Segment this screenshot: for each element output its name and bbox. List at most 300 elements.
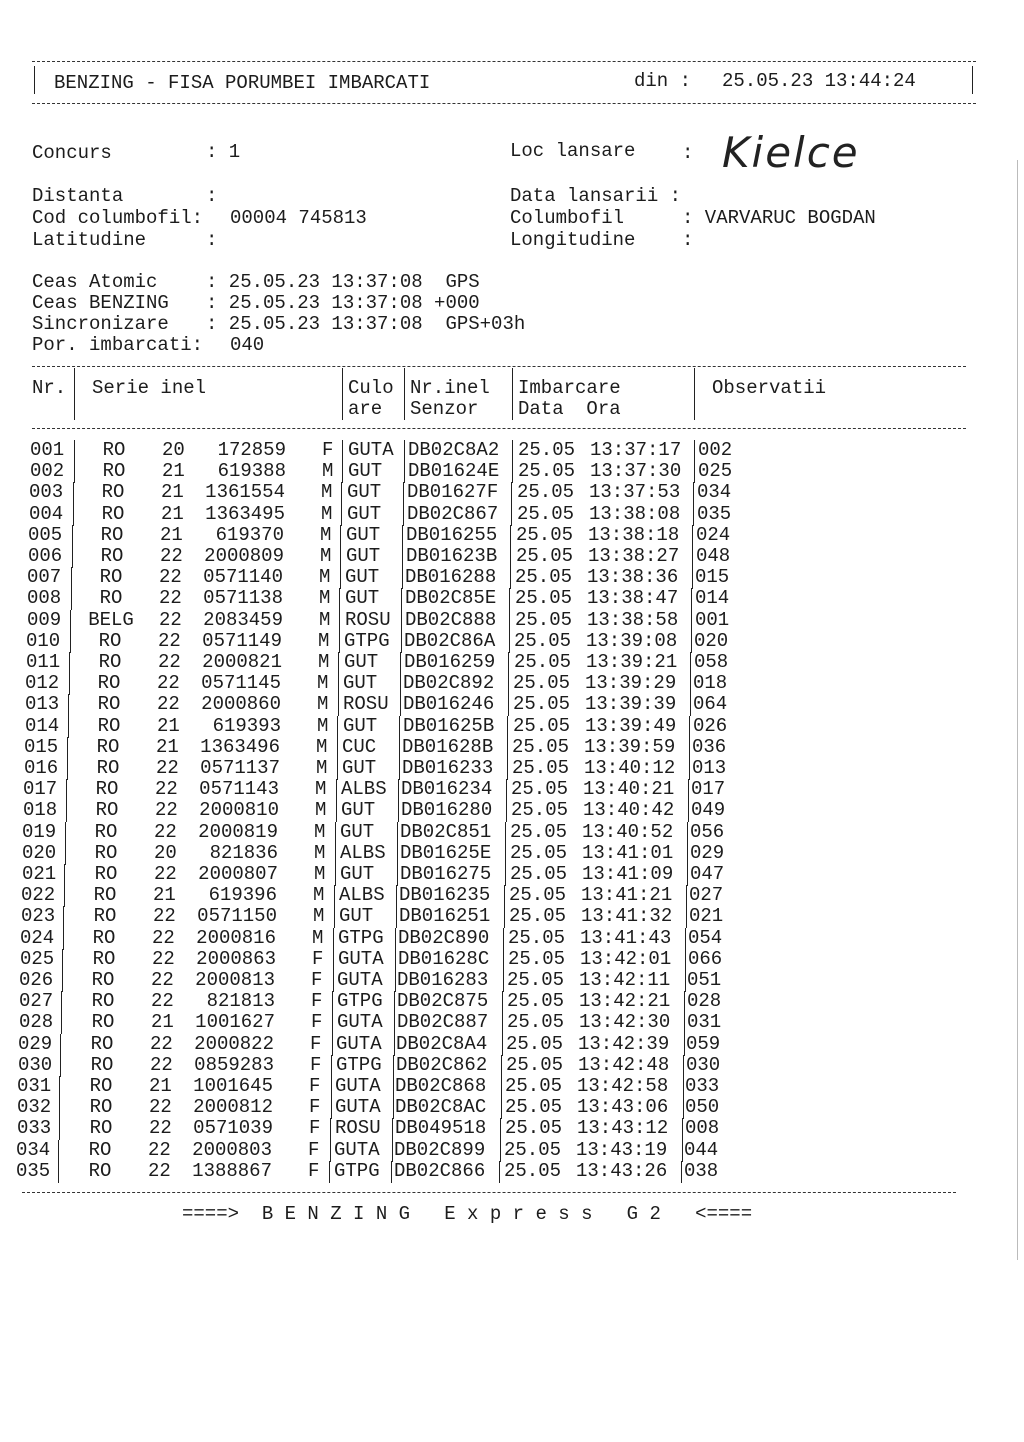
row-separator: [502, 991, 503, 1013]
row-year: 21: [153, 884, 176, 907]
row-date: 25.05: [507, 969, 565, 991]
row-sex: M: [321, 481, 333, 504]
row-color: ROSU: [343, 693, 389, 716]
row-nr: 034: [16, 1138, 51, 1161]
row-country: RO: [99, 587, 123, 610]
row-date: 25.05: [505, 1096, 563, 1119]
table-row: [0, 1097, 1024, 1118]
row-obs: 036: [692, 735, 727, 758]
row-color: GUT: [346, 523, 381, 546]
row-country: RO: [94, 820, 118, 843]
hdr-sep-2: [342, 368, 343, 420]
row-obs: 059: [686, 1032, 721, 1055]
row-color: ALBS: [340, 841, 386, 864]
row-separator: [69, 652, 70, 674]
row-separator: [400, 652, 401, 674]
row-separator: [690, 694, 691, 716]
row-date: 25.05: [517, 502, 575, 525]
row-separator: [500, 1118, 501, 1140]
row-sex: M: [319, 587, 331, 610]
table-row: [0, 1161, 1024, 1182]
row-separator: [396, 885, 397, 907]
row-ring: 1001627: [195, 1011, 275, 1034]
row-obs: 028: [687, 990, 722, 1013]
col-header-nr: Nr.: [32, 377, 67, 399]
ceas-atomic-value: : 25.05.23 13:37:08 GPS: [206, 271, 480, 293]
row-sensor: DB01624E: [408, 460, 500, 483]
row-ring: 0571150: [197, 905, 277, 928]
row-date: 25.05: [508, 947, 566, 970]
row-sensor: DB016280: [401, 799, 493, 822]
table-row: [0, 525, 1024, 546]
row-separator: [70, 631, 71, 653]
row-separator: [688, 779, 689, 801]
row-separator: [401, 610, 402, 632]
row-separator: [508, 652, 509, 674]
row-year: 21: [160, 523, 183, 546]
row-nr: 030: [18, 1053, 53, 1076]
row-year: 22: [154, 820, 177, 843]
row-separator: [402, 567, 403, 589]
row-separator: [397, 864, 398, 886]
table-row: [0, 885, 1024, 906]
row-separator: [403, 504, 404, 526]
row-separator: [512, 461, 513, 483]
table-row: [0, 1076, 1024, 1097]
row-separator: [399, 737, 400, 759]
row-date: 25.05: [510, 863, 568, 885]
row-separator: [508, 673, 509, 695]
row-ring: 0571137: [200, 757, 280, 779]
row-date: 25.05: [512, 735, 570, 758]
table-row: [0, 461, 1024, 482]
row-nr: 010: [26, 629, 61, 652]
row-separator: [692, 525, 693, 547]
row-time: 13:40:21: [583, 778, 675, 801]
row-year: 21: [151, 1011, 174, 1034]
row-date: 25.05: [515, 566, 573, 589]
row-obs: 015: [695, 566, 730, 589]
row-time: 13:39:59: [584, 735, 676, 758]
row-sensor: DB01623B: [406, 545, 498, 567]
row-ring: 619370: [215, 523, 284, 546]
row-separator: [64, 885, 65, 907]
row-separator: [687, 843, 688, 865]
row-separator: [334, 885, 335, 907]
row-time: 13:40:52: [582, 820, 674, 843]
row-sensor: DB02C8AC: [395, 1096, 487, 1119]
row-date: 25.05: [504, 1159, 562, 1182]
table-row: [0, 758, 1024, 779]
row-separator: [65, 843, 66, 865]
row-obs: 025: [698, 460, 733, 483]
row-separator: [63, 906, 64, 928]
row-separator: [395, 949, 396, 971]
table-row: [0, 1118, 1024, 1139]
row-obs: 033: [685, 1075, 720, 1097]
row-color: GUT: [348, 460, 383, 483]
ceas-benzing-label: Ceas BENZING: [32, 292, 169, 314]
row-color: ROSU: [345, 608, 391, 631]
row-separator: [341, 504, 342, 526]
row-separator: [399, 758, 400, 780]
row-separator: [394, 991, 395, 1013]
row-color: GUTA: [336, 1032, 382, 1055]
row-country: RO: [88, 1138, 112, 1161]
row-ring: 619388: [217, 460, 286, 483]
row-separator: [689, 737, 690, 759]
row-obs: 054: [688, 926, 723, 949]
row-sex: M: [315, 778, 327, 801]
row-year: 22: [150, 1053, 173, 1076]
row-separator: [506, 800, 507, 822]
row-time: 13:42:58: [577, 1075, 669, 1097]
row-separator: [335, 843, 336, 865]
row-separator: [67, 758, 68, 780]
row-separator: [60, 1034, 61, 1056]
row-separator: [693, 504, 694, 526]
ceas-atomic-label: Ceas Atomic: [32, 271, 158, 293]
row-separator: [393, 1097, 394, 1119]
row-separator: [67, 737, 68, 759]
row-date: 25.05: [513, 672, 571, 695]
row-country: RO: [102, 439, 126, 461]
row-country: RO: [89, 1117, 113, 1140]
row-time: 13:42:11: [579, 969, 671, 991]
row-country: RO: [101, 481, 125, 504]
row-separator: [399, 716, 400, 738]
row-time: 13:38:27: [588, 545, 680, 567]
row-separator: [504, 885, 505, 907]
row-nr: 008: [27, 587, 62, 610]
row-separator: [330, 1140, 331, 1162]
header-bottom-border: [32, 103, 976, 104]
row-color: GUTA: [334, 1138, 380, 1161]
row-ring: 2000809: [204, 545, 284, 567]
row-ring: 821813: [206, 990, 275, 1013]
row-sensor: DB01625E: [400, 841, 492, 864]
row-country: RO: [95, 799, 119, 822]
row-date: 25.05: [517, 481, 575, 504]
row-separator: [682, 1118, 683, 1140]
row-sex: F: [310, 1053, 322, 1076]
row-sex: M: [314, 820, 326, 843]
row-time: 13:39:39: [585, 693, 677, 716]
row-obs: 066: [688, 947, 723, 970]
row-ring: 619393: [212, 714, 281, 737]
row-year: 21: [162, 460, 185, 483]
row-separator: [65, 822, 66, 844]
row-color: GUTA: [337, 969, 383, 991]
row-obs: 058: [694, 651, 729, 673]
row-time: 13:43:06: [577, 1096, 669, 1119]
row-nr: 006: [28, 545, 63, 567]
row-year: 22: [159, 587, 182, 610]
row-sensor: DB02C887: [397, 1011, 489, 1034]
row-year: 21: [156, 735, 179, 758]
row-separator: [694, 461, 695, 483]
table-row: [0, 864, 1024, 885]
row-time: 13:41:21: [581, 884, 673, 907]
row-ring: 2000860: [201, 693, 281, 716]
row-date: 25.05: [508, 926, 566, 949]
row-time: 13:41:43: [580, 926, 672, 949]
row-separator: [686, 906, 687, 928]
row-sex: F: [311, 990, 323, 1013]
row-separator: [403, 482, 404, 504]
row-nr: 007: [27, 566, 62, 589]
row-color: GUT: [346, 545, 381, 567]
row-separator: [393, 1076, 394, 1098]
row-obs: 002: [698, 439, 733, 461]
row-sensor: DB016251: [399, 905, 491, 928]
table-row: [0, 970, 1024, 991]
row-color: GUT: [342, 757, 377, 779]
por-imbarcati-label: Por. imbarcati:: [32, 334, 204, 356]
row-separator: [68, 694, 69, 716]
row-obs: 034: [697, 481, 732, 504]
row-separator: [687, 822, 688, 844]
row-sex: F: [309, 1096, 321, 1119]
ceas-benzing-value: : 25.05.23 13:37:08 +000: [206, 292, 480, 314]
table-row: [0, 567, 1024, 588]
row-date: 25.05: [509, 905, 567, 928]
row-year: 22: [155, 799, 178, 822]
row-separator: [72, 546, 73, 568]
row-date: 25.05: [510, 841, 568, 864]
table-header-top-border: [32, 366, 966, 367]
row-separator: [394, 1034, 395, 1056]
row-separator: [333, 970, 334, 992]
row-nr: 033: [17, 1117, 52, 1140]
row-year: 22: [152, 947, 175, 970]
row-separator: [509, 631, 510, 653]
row-date: 25.05: [518, 460, 576, 483]
row-separator: [401, 588, 402, 610]
row-separator: [684, 1034, 685, 1056]
col-header-serie: Serie inel: [92, 377, 207, 399]
row-separator: [71, 567, 72, 589]
row-separator: [502, 1034, 503, 1056]
row-sex: M: [319, 566, 331, 589]
row-color: GTPG: [337, 990, 383, 1013]
row-year: 22: [155, 778, 178, 801]
row-country: RO: [94, 841, 118, 864]
row-sensor: DB02C890: [398, 926, 490, 949]
row-year: 22: [159, 566, 182, 589]
row-nr: 012: [25, 672, 60, 695]
row-separator: [503, 970, 504, 992]
table-row: [0, 843, 1024, 864]
row-sex: M: [313, 884, 325, 907]
row-obs: 031: [687, 1011, 722, 1034]
row-ring: 1388867: [192, 1159, 272, 1182]
row-sensor: DB02C892: [403, 672, 495, 695]
row-country: RO: [96, 735, 120, 758]
row-separator: [66, 800, 67, 822]
row-sex: F: [308, 1138, 320, 1161]
row-color: GUT: [343, 672, 378, 695]
row-date: 25.05: [506, 1053, 564, 1076]
row-time: 13:41:09: [582, 863, 674, 885]
row-sex: M: [319, 608, 331, 631]
row-ring: 0571140: [203, 566, 283, 589]
row-ring: 2000812: [193, 1096, 273, 1119]
row-sensor: DB016246: [403, 693, 495, 716]
row-country: RO: [97, 693, 121, 716]
row-separator: [342, 461, 343, 483]
row-separator: [401, 631, 402, 653]
longitudine-colon: :: [682, 229, 694, 251]
row-separator: [58, 1140, 59, 1162]
footer-banner: ====> B E N Z I N G E x p r e s s G 2 <====: [182, 1203, 753, 1225]
row-color: GUT: [340, 863, 375, 885]
row-separator: [63, 928, 64, 950]
row-separator: [400, 673, 401, 695]
distanta-label: Distanta: [32, 185, 124, 207]
col-header-culo-2: are: [348, 398, 383, 420]
row-separator: [332, 991, 333, 1013]
row-color: ROSU: [335, 1117, 381, 1140]
row-ring: 2000822: [194, 1032, 274, 1055]
row-date: 25.05: [510, 820, 568, 843]
table-row: [0, 1012, 1024, 1033]
row-year: 22: [156, 757, 179, 779]
cod-columbofil-label: Cod columbofil:: [32, 207, 204, 229]
row-separator: [333, 949, 334, 971]
row-separator: [690, 673, 691, 695]
row-year: 22: [149, 1117, 172, 1140]
row-separator: [512, 440, 513, 462]
row-obs: 027: [689, 884, 724, 907]
row-time: 13:38:36: [587, 566, 679, 589]
row-obs: 064: [693, 693, 728, 716]
row-country: RO: [100, 545, 124, 567]
sincronizare-value: : 25.05.23 13:37:08 GPS+03h: [206, 313, 526, 335]
row-nr: 011: [26, 651, 61, 673]
row-obs: 035: [697, 502, 732, 525]
row-ring: 2083459: [203, 608, 283, 631]
row-nr: 015: [24, 735, 59, 758]
row-nr: 002: [30, 460, 65, 483]
row-year: 22: [150, 1032, 173, 1055]
row-nr: 029: [18, 1032, 53, 1055]
row-separator: [511, 482, 512, 504]
row-separator: [689, 716, 690, 738]
row-ring: 1361554: [205, 481, 285, 504]
row-nr: 017: [23, 778, 58, 801]
row-separator: [500, 1140, 501, 1162]
row-year: 22: [158, 651, 181, 673]
row-ring: 0859283: [194, 1053, 274, 1076]
row-separator: [501, 1097, 502, 1119]
row-nr: 003: [29, 481, 64, 504]
row-time: 13:41:32: [581, 905, 673, 928]
row-sensor: DB02C86A: [404, 629, 496, 652]
row-obs: 047: [690, 863, 725, 885]
row-time: 13:40:42: [583, 799, 675, 822]
table-bottom-border: [22, 1192, 956, 1193]
row-sex: F: [309, 1117, 321, 1140]
row-nr: 023: [21, 905, 56, 928]
row-year: 21: [149, 1075, 172, 1097]
row-ring: 1363496: [200, 735, 280, 758]
row-separator: [59, 1076, 60, 1098]
row-separator: [684, 1012, 685, 1034]
row-ring: 0571149: [202, 629, 282, 652]
row-ring: 2000807: [198, 863, 278, 885]
table-row: [0, 482, 1024, 503]
row-year: 22: [148, 1138, 171, 1161]
row-color: CUC: [342, 735, 377, 758]
row-separator: [337, 758, 338, 780]
loc-lansare-colon: :: [682, 142, 694, 164]
row-ring: 0571138: [203, 587, 283, 610]
row-separator: [59, 1118, 60, 1140]
row-separator: [681, 1161, 682, 1183]
row-ring: 2000863: [196, 947, 276, 970]
row-sensor: DB02C888: [405, 608, 497, 631]
row-separator: [62, 970, 63, 992]
row-separator: [392, 1118, 393, 1140]
row-separator: [507, 716, 508, 738]
row-color: GUT: [343, 714, 378, 737]
row-separator: [340, 546, 341, 568]
row-separator: [340, 567, 341, 589]
row-date: 25.05: [516, 545, 574, 567]
col-header-nrinel-2: Senzor: [410, 398, 479, 420]
row-separator: [682, 1140, 683, 1162]
row-separator: [501, 1055, 502, 1077]
row-sex: M: [316, 757, 328, 779]
table-row: [0, 1034, 1024, 1055]
row-separator: [510, 546, 511, 568]
row-date: 25.05: [511, 778, 569, 801]
concurs-label: Concurs: [32, 142, 112, 164]
row-time: 13:37:53: [589, 481, 681, 504]
row-date: 25.05: [505, 1075, 563, 1097]
row-time: 13:42:30: [579, 1011, 671, 1034]
cod-columbofil-value: 00004 745813: [230, 207, 367, 229]
row-time: 13:39:08: [586, 629, 678, 652]
row-nr: 013: [25, 693, 60, 716]
row-separator: [508, 694, 509, 716]
row-nr: 026: [19, 969, 54, 991]
row-separator: [402, 525, 403, 547]
row-year: 22: [157, 693, 180, 716]
row-nr: 024: [20, 926, 55, 949]
col-header-culo-1: Culo: [348, 377, 394, 399]
row-separator: [692, 567, 693, 589]
row-separator: [510, 525, 511, 547]
row-ring: 619396: [208, 884, 277, 907]
row-year: 22: [157, 672, 180, 695]
row-sensor: DB02C875: [397, 990, 489, 1013]
row-separator: [339, 610, 340, 632]
row-separator: [74, 440, 75, 462]
row-time: 13:43:26: [576, 1159, 668, 1182]
row-separator: [691, 610, 692, 632]
row-country: RO: [92, 947, 116, 970]
row-color: GUT: [345, 566, 380, 589]
table-row: [0, 694, 1024, 715]
row-nr: 027: [19, 990, 54, 1013]
row-separator: [685, 970, 686, 992]
row-sensor: DB02C851: [400, 820, 492, 843]
row-country: RO: [97, 672, 121, 695]
row-country: RO: [98, 629, 122, 652]
row-obs: 020: [694, 629, 729, 652]
